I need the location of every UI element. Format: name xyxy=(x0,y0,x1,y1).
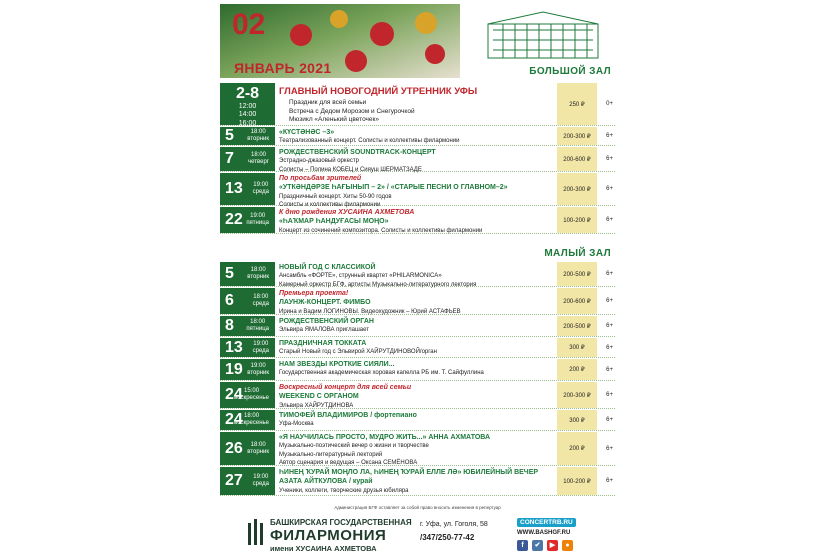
event-time: 18:00 xyxy=(250,318,266,325)
year-mark: 02 xyxy=(232,8,266,41)
event-time: 19:00 xyxy=(253,181,269,188)
event-day: 26 xyxy=(225,439,243,457)
event-weekday: воскресенье xyxy=(234,420,269,426)
event-day: 19 xyxy=(225,360,243,378)
event-weekday: среда xyxy=(252,301,269,307)
event-weekday: среда xyxy=(252,347,269,354)
event-line: Ансамбль «ФОРТЕ», струнный квартет «PHILARMONICA» xyxy=(279,273,442,280)
feature-line: Праздник для всей семьи xyxy=(289,98,367,106)
event-remark: Премьера проекта! xyxy=(279,290,349,297)
philharmonic-logo-icon xyxy=(246,517,266,547)
event-title: WEEKEND С ОРГАНОМ xyxy=(279,393,359,401)
facebook-icon[interactable]: f xyxy=(517,540,528,551)
event-line: Камерный оркестр БГФ, артисты Музыкально-литературного лектория xyxy=(279,281,477,288)
event-price: 100-200 ₽ xyxy=(557,207,597,233)
event-age: 6+ xyxy=(606,478,613,484)
ornament-icon xyxy=(425,44,445,64)
footer-note: Администрация БГФ оставляет за собой право вносить изменения в репертуар xyxy=(334,505,501,510)
event-age: 6+ xyxy=(606,344,613,351)
small-hall-title: МАЛЫЙ ЗАЛ xyxy=(544,248,611,259)
event-time: 18:00 xyxy=(244,412,260,419)
event-day: 5 xyxy=(225,265,234,282)
event-age: 6+ xyxy=(606,298,613,304)
event-line: Автор сценария и ведущая – Оксана СЕМЁНОВА xyxy=(279,459,418,466)
small-hall-row xyxy=(220,338,615,358)
event-title: ПРАЗДНИЧНАЯ ТОККАТА xyxy=(279,340,367,347)
event-remark: По просьбам зрителей xyxy=(279,175,362,182)
vk-icon[interactable]: ✔ xyxy=(532,540,543,551)
event-weekday: вторник xyxy=(247,136,269,142)
ornament-icon xyxy=(345,50,367,72)
event-title: ҺИНЕҢ ҠУРАЙ МОҢЛО ЛА, ҺИНЕҢ ҠУРАЙ ЕЛЛЕ ЛӘ» ЮБИЛЕЙНЫЙ ВЕЧЕР АЗАТА АЙТКУЛОВА / курай xyxy=(279,469,539,486)
feature-date-cell xyxy=(220,83,275,125)
feature-dates: 2-8 xyxy=(235,85,260,102)
feature-time: 16:00 xyxy=(238,119,257,127)
philharmonic-building-icon xyxy=(483,10,603,60)
header xyxy=(220,0,615,80)
event-weekday: пятница xyxy=(246,220,269,226)
feature-time: 12:00 xyxy=(238,103,257,110)
event-time: 15:00 xyxy=(244,387,260,394)
small-hall-row xyxy=(220,262,615,287)
event-age: 6+ xyxy=(606,417,613,423)
feature-event-row xyxy=(220,83,615,126)
org-name-line3: имени ХУСАИНА АХМЕТОВА xyxy=(270,544,377,553)
event-time: 19:00 xyxy=(253,473,269,480)
event-weekday: воскресенье xyxy=(234,395,269,401)
event-day: 24 xyxy=(225,411,243,428)
event-day: 24 xyxy=(225,386,243,403)
event-line: Государственная академическая хоровая капелла РБ им. Т. Сайфуллина xyxy=(279,370,484,377)
feature-line: Встреча с Дедом Морозом и Снегурочкой xyxy=(289,107,415,115)
event-weekday: вторник xyxy=(247,369,269,376)
event-line: Уфа-Москва xyxy=(279,421,314,428)
phone: /347/250-77-42 xyxy=(420,533,475,542)
footer xyxy=(220,505,615,555)
event-title: РОЖДЕСТВЕНСКИЙ ОРГАН xyxy=(279,318,374,325)
event-remark: Воскресный концерт для всей семьи xyxy=(279,384,412,391)
event-day: 7 xyxy=(225,150,234,167)
odnoklassniki-icon[interactable]: ● xyxy=(562,540,573,551)
event-time: 19:00 xyxy=(250,362,266,369)
event-age: 6+ xyxy=(606,366,613,373)
youtube-icon[interactable]: ▶ xyxy=(547,540,558,551)
event-line: Концерт из сочинений композитора. Солисты и коллективы филармонии xyxy=(279,227,483,234)
event-age: 6+ xyxy=(606,323,613,329)
holiday-banner xyxy=(220,4,460,78)
feature-info xyxy=(279,86,555,125)
ornament-icon xyxy=(330,10,348,28)
event-price: 100-200 ₽ xyxy=(557,467,597,495)
event-line: Солисты – Полина КОБЕЦ и Сияуш ШЕРМАТЗАДЕ xyxy=(279,166,422,173)
event-day: 27 xyxy=(225,472,243,489)
small-hall-row xyxy=(220,432,615,466)
event-age: 6+ xyxy=(606,271,613,277)
event-time: 18:00 xyxy=(250,151,266,158)
event-title: «ҺАҠМАР ҺАНДУҒАСЫ МОҢО» xyxy=(279,218,389,226)
event-line: Ирина и Вадим ЛОГИНОВЫ. Видеохудожник – Юрий АСТАФЬЕВ xyxy=(279,308,461,315)
event-weekday: вторник xyxy=(247,448,269,455)
event-weekday: среда xyxy=(252,481,269,487)
month-year: ЯНВАРЬ 2021 xyxy=(234,60,332,76)
event-price: 300 ₽ xyxy=(557,338,597,357)
big-hall-row xyxy=(220,147,615,172)
big-hall-row xyxy=(220,207,615,234)
event-time: 19:00 xyxy=(250,212,266,219)
event-day: 5 xyxy=(225,127,234,144)
event-weekday: вторник xyxy=(247,274,269,280)
event-time: 18:00 xyxy=(250,441,266,448)
big-hall-title: БОЛЬШОЙ ЗАЛ xyxy=(529,66,611,77)
event-weekday: четверг xyxy=(248,159,269,165)
event-line: Эльвира ХАЙРУТДИНОВА xyxy=(279,402,354,409)
event-line: Эльвира ЯМАЛОВА приглашает xyxy=(279,327,370,334)
event-day: 13 xyxy=(225,338,243,356)
event-title: «КҮСТӘНӘС –3» xyxy=(279,129,335,136)
event-line: Ученики, коллеги, творческие друзья юбиляра xyxy=(279,487,409,494)
event-price: 200-300 ₽ xyxy=(557,382,597,408)
event-price: 200-500 ₽ xyxy=(557,316,597,336)
event-line: Театрализованный концерт. Солисты и коллективы филармонии xyxy=(279,138,460,145)
event-time: 18:00 xyxy=(250,128,266,135)
event-day: 8 xyxy=(225,317,234,334)
event-age: 6+ xyxy=(606,217,613,223)
event-title: ТИМОФЕЙ ВЛАДИМИРОВ / фортепиано xyxy=(279,412,417,419)
event-day: 13 xyxy=(225,180,243,197)
feature-price: 250 ₽ xyxy=(557,83,597,125)
event-price: 200-300 ₽ xyxy=(557,173,597,205)
feature-title: ГЛАВНЫЙ НОВОГОДНИЙ УТРЕННИК УФЫ xyxy=(279,86,478,97)
feature-time: 14:00 xyxy=(238,111,257,119)
event-line: Музыкально-литературный лекторий xyxy=(279,451,383,458)
org-name-line1: БАШКИРСКАЯ ГОСУДАРСТВЕННАЯ xyxy=(270,518,412,527)
ornament-icon xyxy=(290,24,312,46)
event-price: 200 ₽ xyxy=(557,432,597,465)
event-day: 22 xyxy=(225,211,243,228)
event-age: 6+ xyxy=(606,186,613,192)
small-hall-row xyxy=(220,316,615,337)
small-hall-row xyxy=(220,288,615,315)
event-line: Музыкально-поэтический вечер о жизни и творчестве xyxy=(279,443,429,450)
event-remark: К дню рождения ХУСАИНА АХМЕТОВА xyxy=(279,209,415,216)
event-time: 19:00 xyxy=(253,340,269,347)
event-title: НОВЫЙ ГОД С КЛАССИКОЙ xyxy=(279,264,376,271)
event-title: «Я НАУЧИЛАСЬ ПРОСТО, МУДРО ЖИТЬ...» АННА АХМАТОВА xyxy=(279,434,491,441)
event-price: 300 ₽ xyxy=(557,410,597,430)
event-age: 6+ xyxy=(606,156,613,162)
event-line: Эстрадно-джазовый оркестр xyxy=(279,158,359,165)
small-hall-row xyxy=(220,410,615,431)
event-price: 200-600 ₽ xyxy=(557,147,597,171)
feature-age: 0+ xyxy=(606,101,613,107)
event-weekday: среда xyxy=(252,189,269,195)
event-weekday: пятница xyxy=(246,326,269,332)
small-hall-row xyxy=(220,359,615,381)
event-title: РОЖДЕСТВЕНСКИЙ SOUNDTRACK-КОНЦЕРТ xyxy=(279,149,436,156)
big-hall-row xyxy=(220,127,615,146)
event-title: «УТКӘНДӘРЗЕ ҺАҒЫНЫП – 2» / «СТАРЫЕ ПЕСНИ О ГЛАВНОМ–2» xyxy=(279,184,508,192)
ornament-icon xyxy=(370,22,394,46)
event-age: 6+ xyxy=(606,392,613,398)
event-title: НАМ ЗВЕЗДЫ КРОТКИЕ СИЯЛИ... xyxy=(279,361,395,368)
event-line: Праздничный концерт. Хиты 50-90 годов xyxy=(279,193,392,200)
poster xyxy=(220,0,615,556)
event-price: 200-300 ₽ xyxy=(557,127,597,145)
event-time: 18:00 xyxy=(253,293,269,300)
feature-line: Мюзикл «Аленький цветочек» xyxy=(289,116,380,124)
org-name-line2: ФИЛАРМОНИЯ xyxy=(270,527,387,544)
event-price: 200 ₽ xyxy=(557,359,597,380)
event-line: Солисты и коллективы филармонии xyxy=(279,201,381,208)
event-day: 6 xyxy=(225,292,234,309)
event-age: 6+ xyxy=(606,445,613,452)
event-price: 200-500 ₽ xyxy=(557,262,597,286)
event-time: 18:00 xyxy=(250,266,266,273)
address: г. Уфа, ул. Гоголя, 58 xyxy=(420,521,488,528)
event-title: ЛАУНЖ-КОНЦЕРТ. ФИМБО xyxy=(279,299,371,307)
big-hall-row xyxy=(220,173,615,206)
small-hall-row xyxy=(220,467,615,496)
ornament-icon xyxy=(415,12,437,34)
site-link-bashgf[interactable]: WWW.BASHGF.RU xyxy=(517,530,571,536)
event-line: Старый Новый год с Эльвирой ХАЙРУТДИНОВОЙ/орган xyxy=(279,349,437,356)
site-link-concertrb[interactable]: CONCERTRB.RU xyxy=(517,518,576,527)
event-age: 6+ xyxy=(606,133,613,139)
small-hall-row xyxy=(220,382,615,409)
event-price: 200-600 ₽ xyxy=(557,288,597,314)
